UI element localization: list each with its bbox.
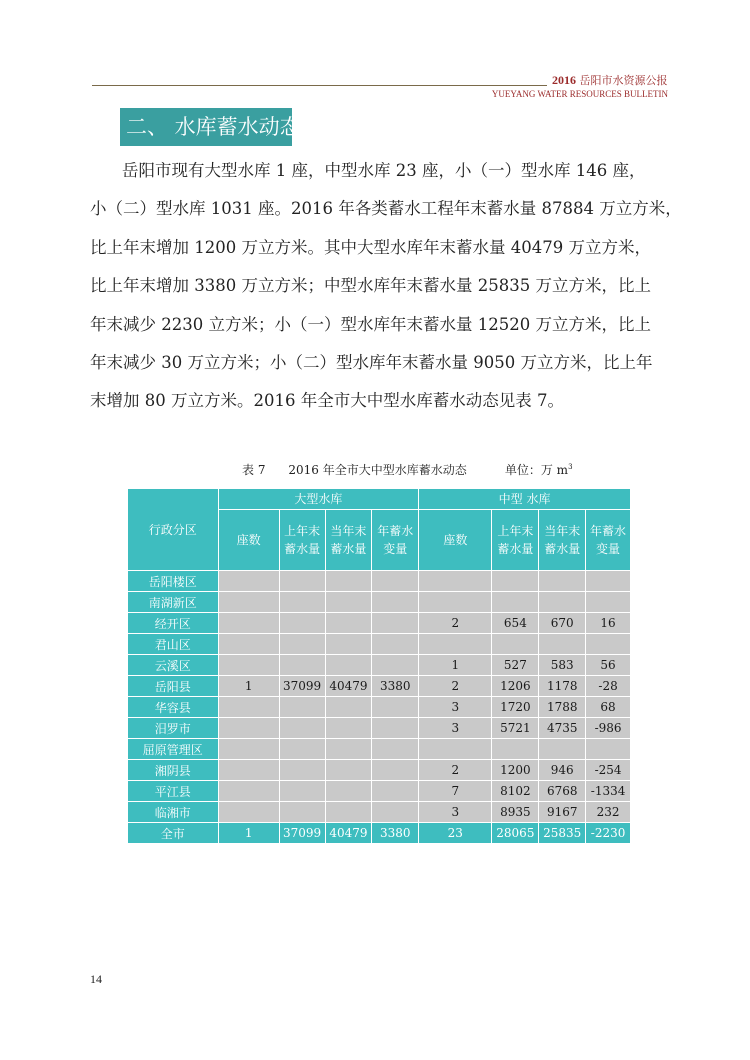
table-row <box>128 739 631 760</box>
medium-value-cell: 2 <box>419 613 492 634</box>
large-value-cell <box>218 739 279 760</box>
large-value-cell <box>325 613 372 634</box>
large-value-cell: 40479 <box>325 676 372 697</box>
medium-value-cell: 25835 <box>539 823 586 844</box>
medium-value-cell <box>492 592 539 613</box>
medium-value-cell: 56 <box>586 655 631 676</box>
large-value-cell <box>325 655 372 676</box>
body-paragraph <box>90 152 682 421</box>
medium-value-cell: 654 <box>492 613 539 634</box>
medium-value-cell <box>586 739 631 760</box>
large-value-cell <box>218 655 279 676</box>
medium-value-cell: 7 <box>419 781 492 802</box>
large-value-cell <box>325 592 372 613</box>
large-value-cell <box>325 802 372 823</box>
medium-value-cell: 28065 <box>492 823 539 844</box>
large-value-cell <box>372 634 419 655</box>
large-value-cell <box>218 613 279 634</box>
medium-value-cell: 1 <box>419 655 492 676</box>
col-region-header: 行政分区 <box>128 489 219 571</box>
table-total-row <box>128 823 631 844</box>
large-value-cell: 3380 <box>372 676 419 697</box>
col-large-group: 大型水库 <box>218 489 419 510</box>
large-value-cell <box>325 634 372 655</box>
large-value-cell <box>372 655 419 676</box>
large-value-cell <box>218 718 279 739</box>
large-value-cell <box>279 655 325 676</box>
medium-value-cell <box>492 739 539 760</box>
large-value-cell <box>325 781 372 802</box>
large-value-cell: 37099 <box>279 823 325 844</box>
large-value-cell <box>218 697 279 718</box>
large-value-cell <box>218 802 279 823</box>
paragraph-line: 岳阳市现有大型水库 1 座，中型水库 23 座，小（一）型水库 146 座， <box>122 161 646 180</box>
col-large-count: 座数 <box>218 510 279 571</box>
caption-label: 表 7 <box>242 463 266 477</box>
large-value-cell <box>372 697 419 718</box>
large-value-cell <box>279 760 325 781</box>
paragraph-line: 小（二）型水库 1031 座。2016 年各类蓄水工程年末蓄水量 87884 万立方米， <box>90 199 682 219</box>
large-value-cell <box>279 697 325 718</box>
large-value-cell <box>372 718 419 739</box>
large-value-cell <box>372 571 419 592</box>
table-caption <box>242 461 573 478</box>
table-row <box>128 697 631 718</box>
medium-value-cell: 3 <box>419 802 492 823</box>
medium-value-cell <box>539 739 586 760</box>
large-value-cell <box>372 613 419 634</box>
table-row <box>128 718 631 739</box>
region-cell: 南湖新区 <box>128 592 219 613</box>
large-value-cell <box>279 802 325 823</box>
large-value-cell <box>279 592 325 613</box>
medium-value-cell: 1720 <box>492 697 539 718</box>
table-row <box>128 802 631 823</box>
section-title: 二、 水库蓄水动态 <box>120 108 292 146</box>
medium-value-cell: 23 <box>419 823 492 844</box>
region-cell: 经开区 <box>128 613 219 634</box>
paragraph-line: 年末减少 30 万立方米；小（二）型水库年末蓄水量 9050 万立方米，比上年 <box>90 353 653 373</box>
medium-value-cell: -2230 <box>586 823 631 844</box>
header-year: 2016 <box>552 73 576 87</box>
large-value-cell <box>325 760 372 781</box>
medium-value-cell: 1178 <box>539 676 586 697</box>
large-value-cell <box>218 634 279 655</box>
medium-value-cell: 946 <box>539 760 586 781</box>
medium-value-cell: 583 <box>539 655 586 676</box>
region-cell: 全市 <box>128 823 219 844</box>
medium-value-cell: 9167 <box>539 802 586 823</box>
medium-value-cell: 16 <box>586 613 631 634</box>
paragraph-line: 比上年末增加 3380 万立方米；中型水库年末蓄水量 25835 万立方米，比上 <box>90 276 651 296</box>
medium-value-cell: 2 <box>419 760 492 781</box>
col-medium-group: 中型 水库 <box>419 489 631 510</box>
medium-value-cell <box>419 592 492 613</box>
medium-value-cell: -1334 <box>586 781 631 802</box>
col-medium-prev: 上年末蓄水量 <box>492 510 539 571</box>
header-name: 岳阳市水资源公报 <box>579 74 668 87</box>
medium-value-cell <box>586 592 631 613</box>
large-value-cell <box>325 697 372 718</box>
header-subtitle: YUEYANG WATER RESOURCES BULLETIN <box>491 89 668 99</box>
medium-value-cell: 1788 <box>539 697 586 718</box>
col-medium-count: 座数 <box>419 510 492 571</box>
large-value-cell <box>372 802 419 823</box>
page-number: 14 <box>90 972 102 986</box>
large-value-cell <box>279 613 325 634</box>
medium-value-cell: 2 <box>419 676 492 697</box>
large-value-cell <box>372 592 419 613</box>
large-value-cell <box>218 592 279 613</box>
medium-value-cell: 4735 <box>539 718 586 739</box>
large-value-cell <box>218 781 279 802</box>
medium-value-cell <box>586 571 631 592</box>
large-value-cell: 1 <box>218 823 279 844</box>
medium-value-cell: 6768 <box>539 781 586 802</box>
large-value-cell: 1 <box>218 676 279 697</box>
table-row <box>128 655 631 676</box>
medium-value-cell <box>586 634 631 655</box>
large-value-cell: 40479 <box>325 823 372 844</box>
large-value-cell: 37099 <box>279 676 325 697</box>
medium-value-cell: 68 <box>586 697 631 718</box>
large-value-cell <box>372 739 419 760</box>
medium-value-cell <box>419 739 492 760</box>
table-row <box>128 760 631 781</box>
medium-value-cell: 3 <box>419 718 492 739</box>
header-title <box>552 72 668 88</box>
large-value-cell: 3380 <box>372 823 419 844</box>
region-cell: 岳阳县 <box>128 676 219 697</box>
large-value-cell <box>218 760 279 781</box>
medium-value-cell <box>539 634 586 655</box>
paragraph-line: 年末减少 2230 立方米；小（一）型水库年末蓄水量 12520 万立方米，比上 <box>90 314 651 334</box>
medium-value-cell <box>492 634 539 655</box>
medium-value-cell: 670 <box>539 613 586 634</box>
caption-unit: 单位：万 m <box>504 463 569 477</box>
caption-title: 2016 年全市大中型水库蓄水动态 <box>288 463 467 477</box>
large-value-cell <box>279 781 325 802</box>
header-rule <box>92 85 547 86</box>
medium-value-cell: -986 <box>586 718 631 739</box>
table-row <box>128 613 631 634</box>
col-medium-curr: 当年末蓄水量 <box>539 510 586 571</box>
col-large-change: 年蓄水变量 <box>372 510 419 571</box>
table-row <box>128 634 631 655</box>
large-value-cell <box>279 739 325 760</box>
large-value-cell <box>218 571 279 592</box>
medium-value-cell: -28 <box>586 676 631 697</box>
medium-value-cell: 8935 <box>492 802 539 823</box>
medium-value-cell: 1200 <box>492 760 539 781</box>
large-value-cell <box>325 571 372 592</box>
region-cell: 湘阴县 <box>128 760 219 781</box>
large-value-cell <box>372 760 419 781</box>
medium-value-cell: 1206 <box>492 676 539 697</box>
region-cell: 岳阳楼区 <box>128 571 219 592</box>
medium-value-cell <box>419 571 492 592</box>
medium-value-cell: 527 <box>492 655 539 676</box>
region-cell: 屈原管理区 <box>128 739 219 760</box>
medium-value-cell: 8102 <box>492 781 539 802</box>
caption-unit-sup: 3 <box>568 463 573 471</box>
large-value-cell <box>279 634 325 655</box>
region-cell: 平江县 <box>128 781 219 802</box>
table-row <box>128 592 631 613</box>
medium-value-cell: 5721 <box>492 718 539 739</box>
medium-value-cell <box>539 592 586 613</box>
col-large-prev: 上年末蓄水量 <box>279 510 325 571</box>
col-medium-change: 年蓄水变量 <box>586 510 631 571</box>
large-value-cell <box>372 781 419 802</box>
paragraph-line: 比上年末增加 1200 万立方米。其中大型水库年末蓄水量 40479 万立方米， <box>90 237 651 257</box>
region-cell: 云溪区 <box>128 655 219 676</box>
region-cell: 君山区 <box>128 634 219 655</box>
region-cell: 华容县 <box>128 697 219 718</box>
table-row <box>128 571 631 592</box>
large-value-cell <box>325 718 372 739</box>
paragraph-line: 末增加 80 万立方米。2016 年全市大中型水库蓄水动态见表 7。 <box>90 391 564 411</box>
table-row <box>128 781 631 802</box>
medium-value-cell: 232 <box>586 802 631 823</box>
medium-value-cell <box>419 634 492 655</box>
region-cell: 汨罗市 <box>128 718 219 739</box>
large-value-cell <box>279 571 325 592</box>
medium-value-cell: -254 <box>586 760 631 781</box>
table-row <box>128 676 631 697</box>
large-value-cell <box>279 718 325 739</box>
col-large-curr: 当年末蓄水量 <box>325 510 372 571</box>
medium-value-cell <box>539 571 586 592</box>
region-cell: 临湘市 <box>128 802 219 823</box>
medium-value-cell <box>492 571 539 592</box>
large-value-cell <box>325 739 372 760</box>
reservoir-table <box>127 488 631 844</box>
medium-value-cell: 3 <box>419 697 492 718</box>
